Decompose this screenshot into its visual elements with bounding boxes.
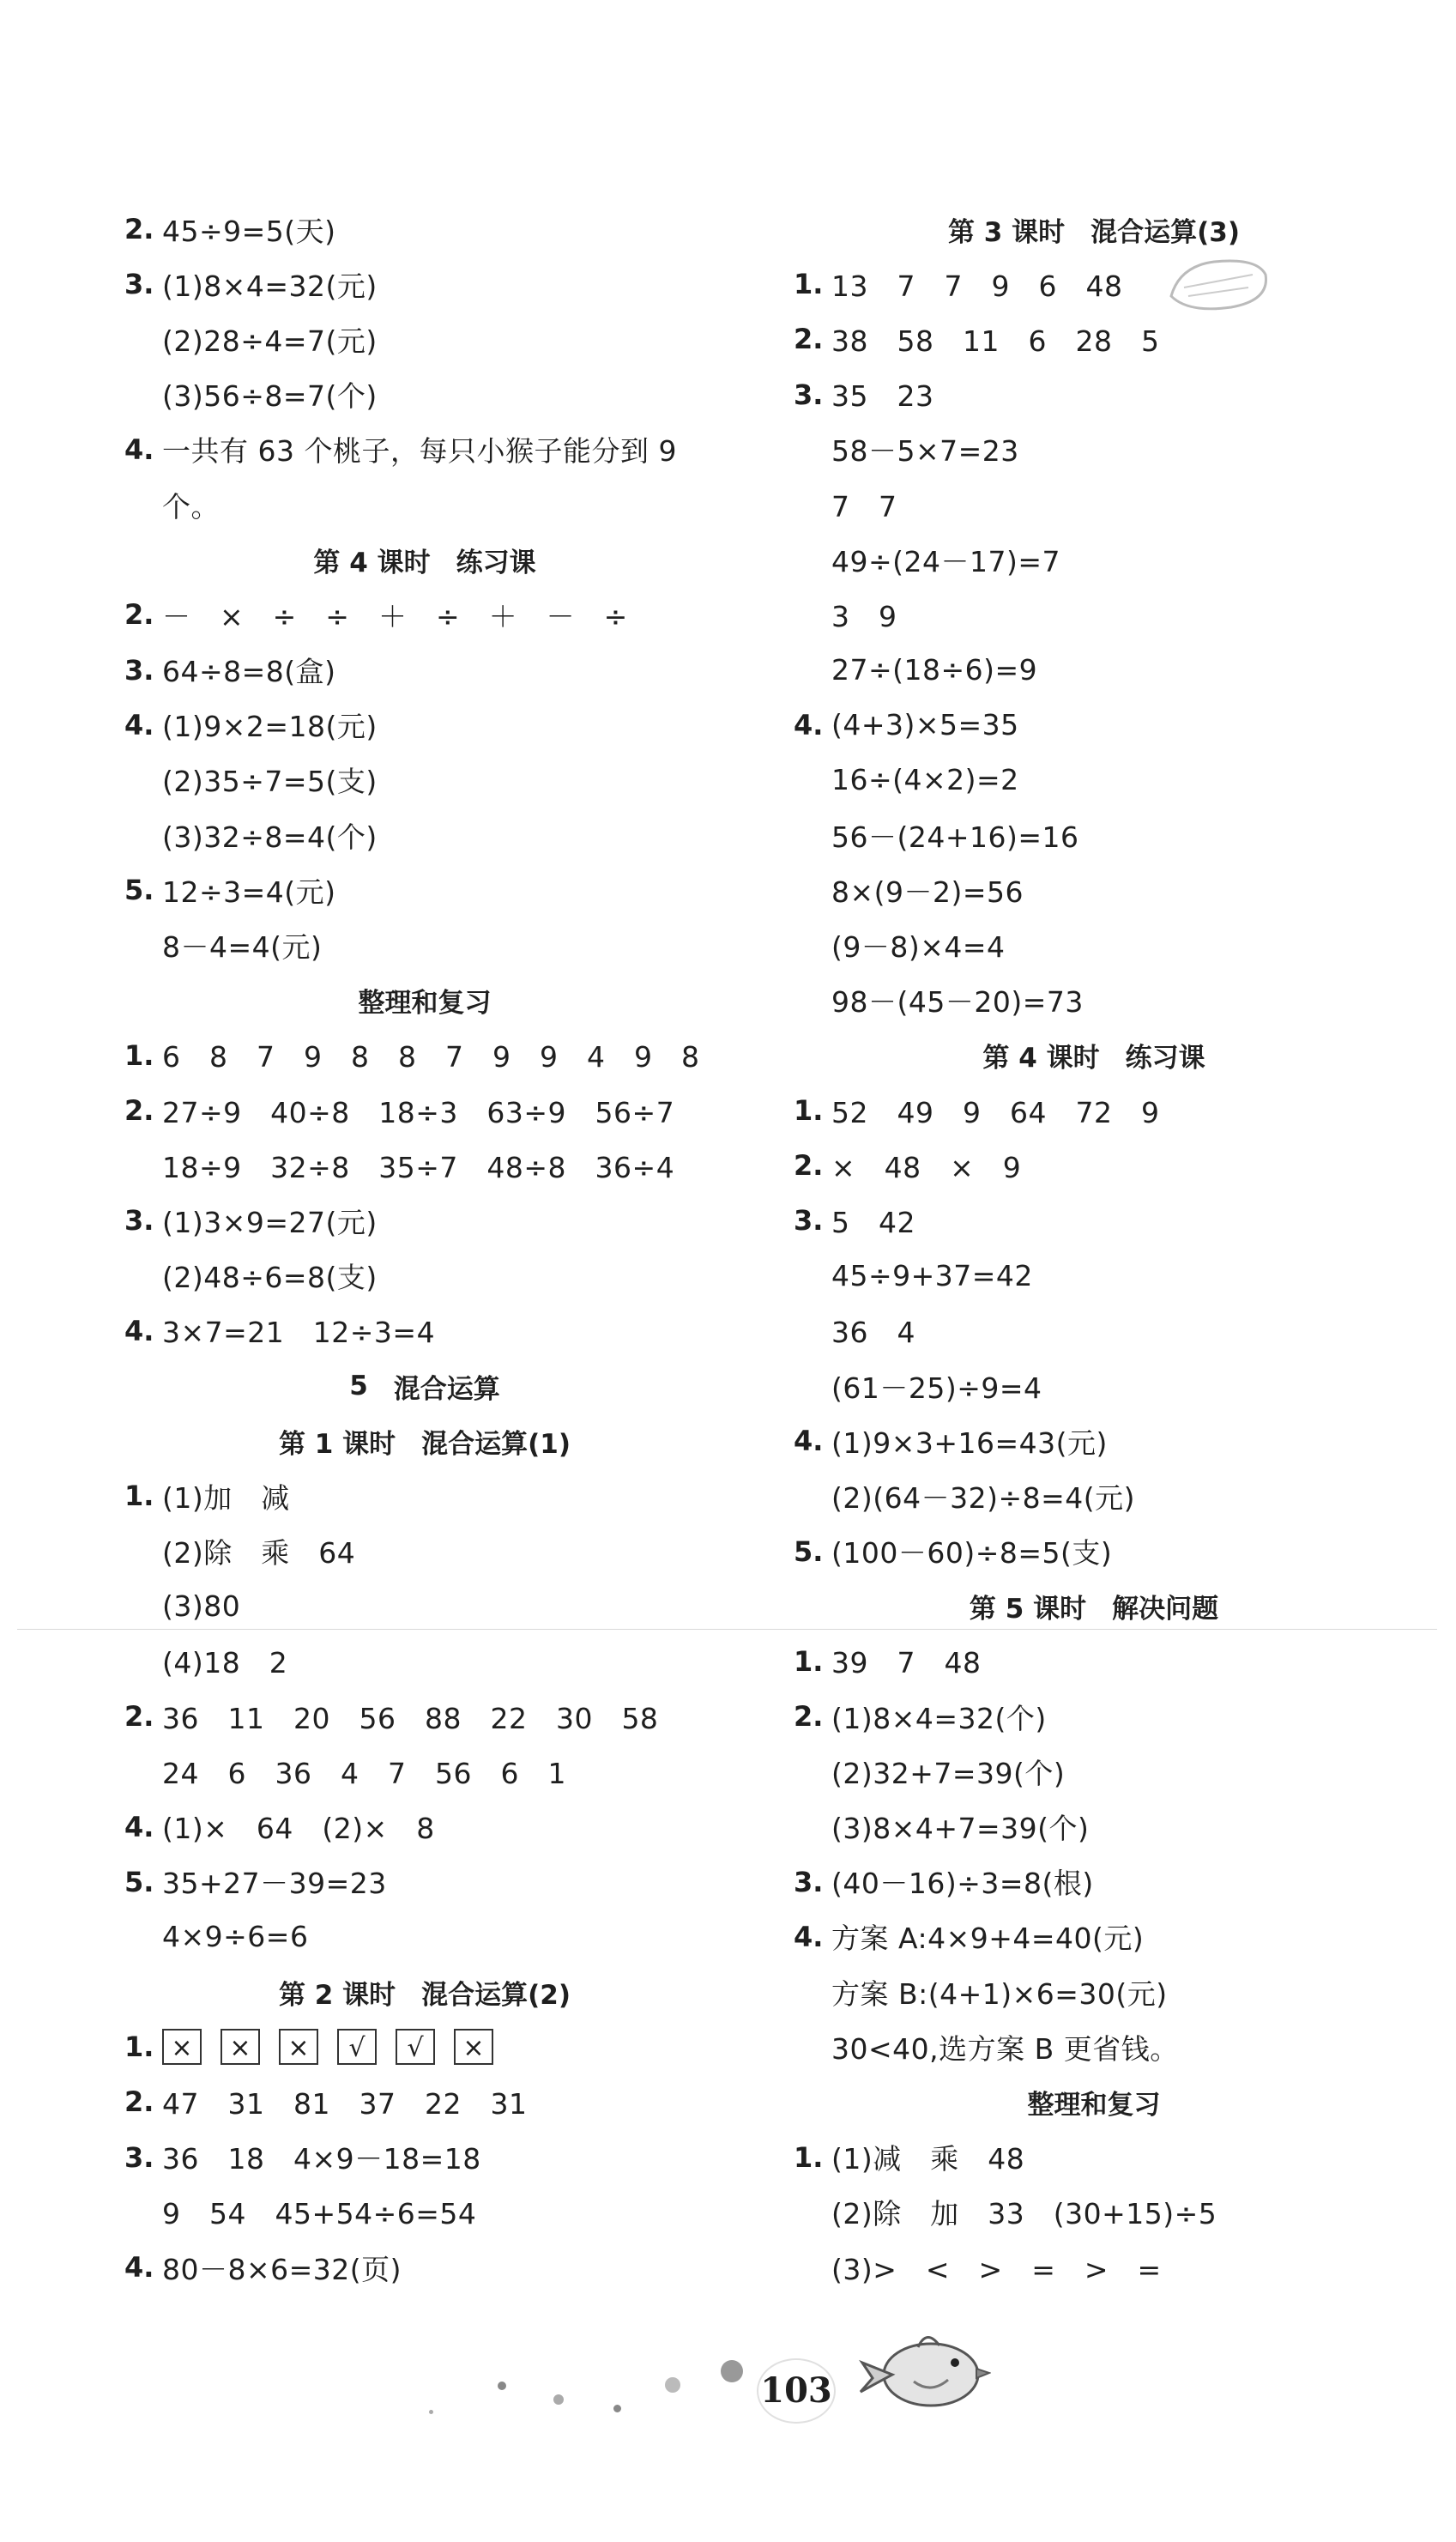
answer-line: 2. 36 11 20 56 88 22 30 58 [124, 1700, 659, 1735]
answer-line: 4. (1)× 64 (2)× 8 [124, 1810, 435, 1846]
answer-line: 8－4=4(元) [162, 930, 323, 965]
chapter-heading: 5 混合运算 [349, 1371, 500, 1405]
answer-line: 个。 [162, 489, 220, 524]
answer-line: 98－(45－20)=73 [831, 985, 1084, 1020]
answer-line: 1. (1)减 乘 48 [794, 2140, 1025, 2176]
answer-line: (9－8)×4=4 [831, 930, 1006, 965]
answer-line: 3. 36 18 4×9－18=18 [124, 2140, 481, 2176]
answer-line: 3. 64÷8=8(盒) [124, 653, 336, 689]
answer-line: 16÷(4×2)=2 [831, 763, 1019, 797]
answer-line: 4. 80－8×6=32(页) [124, 2251, 402, 2286]
answer-line-boxes: 1. × × × √ √ × [124, 2019, 725, 2074]
section-heading: 整理和复习 [358, 988, 492, 1020]
section-heading: 第 4 课时 练习课 [313, 547, 536, 578]
answer-line: 2. 27÷9 40÷8 18÷3 63÷9 56÷7 [124, 1094, 675, 1129]
answer-line: 2. － × ÷ ÷ ＋ ÷ ＋ － ÷ [124, 598, 628, 633]
answer-line: 5. 12÷3=4(元) [124, 874, 336, 909]
answer-line: 2. 45÷9=5(天) [124, 213, 336, 248]
answer-line: 8×(9－2)=56 [831, 875, 1024, 909]
answer-line: 58－5×7=23 [831, 434, 1019, 469]
answer-line: 3. 35 23 [794, 378, 934, 414]
answer-line: (61－25)÷9=4 [831, 1371, 1042, 1405]
answer-box: × [279, 2029, 318, 2065]
answer-line: 3. (1)8×4=32(元) [124, 268, 378, 303]
answer-line: 24 6 36 4 7 56 6 1 [162, 1756, 566, 1790]
answer-line: (2)除 加 33 (30+15)÷5 [831, 2197, 1217, 2231]
answer-line: (4)18 2 [162, 1646, 288, 1680]
answer-line: 18÷9 32÷8 35÷7 48÷8 36÷4 [162, 1150, 675, 1184]
answer-line: (3)32÷8=4(个) [162, 820, 378, 854]
answer-line: 4×9÷6=6 [162, 1920, 309, 1954]
answer-box: × [162, 2029, 202, 2065]
answer-line: (2)48÷6=8(支) [162, 1261, 378, 1295]
answer-box: √ [337, 2029, 377, 2065]
answer-line: 4. (1)9×2=18(元) [124, 708, 378, 744]
answer-line: (2)除 乘 64 [162, 1536, 356, 1571]
answer-line: (2)32+7=39(个) [831, 1756, 1066, 1790]
answer-line: 5. (100－60)÷8=5(支) [794, 1534, 1113, 1571]
answer-line: 4. (4+3)×5=35 [794, 708, 1019, 742]
section-heading: 整理和复习 [1027, 2089, 1161, 2121]
answer-line: 2. × 48 × 9 [794, 1149, 1022, 1184]
answer-line: 2. 47 31 81 37 22 31 [124, 2085, 528, 2121]
answer-line: 方案 B:(4+1)×6=30(元) [831, 1976, 1168, 2011]
answer-line: 1. 6 8 7 9 8 8 7 9 9 4 9 8 [124, 1038, 700, 1074]
answer-box: × [221, 2029, 260, 2065]
right-column [794, 202, 1394, 2295]
answer-line: 4. (1)9×3+16=43(元) [794, 1425, 1108, 1460]
answer-line: (2)28÷4=7(元) [162, 324, 378, 358]
answer-line: 1. 39 7 48 [794, 1644, 982, 1680]
answer-line: 4. 方案 A:4×9+4=40(元) [794, 1920, 1145, 1956]
answer-line: (3)8×4+7=39(个) [831, 1812, 1090, 1846]
answer-line: 3 9 [831, 599, 897, 633]
answer-line: 56－(24+16)=16 [831, 820, 1079, 854]
answer-line: (2)(64－32)÷8=4(元) [831, 1480, 1136, 1515]
answer-box: √ [396, 2029, 435, 2065]
answer-line: 27÷(18÷6)=9 [831, 653, 1038, 687]
answer-line: 1. (1)加 减 [124, 1480, 290, 1515]
answer-line: 5. 35+27－39=23 [124, 1865, 387, 1901]
bird-icon [854, 2321, 991, 2416]
answer-line: 9 54 45+54÷6=54 [162, 2197, 477, 2231]
page-footer [0, 2334, 1456, 2437]
left-column [124, 202, 725, 2295]
answer-line: 3. 5 42 [794, 1204, 915, 1239]
section-heading: 第 4 课时 练习课 [982, 1043, 1205, 1074]
section-heading: 第 1 课时 混合运算(1) [278, 1428, 571, 1460]
answer-line: 1. 13 7 7 9 6 48 [794, 268, 1123, 303]
answer-line: 3. (1)3×9=27(元) [124, 1204, 378, 1239]
answer-line: 4. 3×7=21 12÷3=4 [124, 1314, 436, 1350]
answer-line: 2. (1)8×4=32(个) [794, 1700, 1047, 1735]
stamp-icon [1163, 249, 1274, 318]
page-number: 103 [757, 2358, 836, 2424]
answer-line: 4. 一共有 63 个桃子，每只小猴子能分到 9 [124, 433, 677, 469]
answer-line: 45÷9+37=42 [831, 1259, 1033, 1293]
section-heading: 第 5 课时 解决问题 [969, 1594, 1219, 1625]
answer-line: (2)35÷7=5(支) [162, 765, 378, 799]
answer-box: × [454, 2029, 493, 2065]
answer-line: 36 4 [831, 1316, 915, 1350]
answer-line: 7 7 [831, 489, 897, 524]
answer-line: 30<40,选方案 B 更省钱。 [831, 2031, 1179, 2066]
section-heading: 第 2 课时 混合运算(2) [278, 1979, 571, 2011]
answer-line: 3. (40－16)÷3=8(根) [794, 1865, 1094, 1901]
answer-line: 2. 38 58 11 6 28 5 [794, 323, 1160, 358]
section-heading: 第 3 课时 混合运算(3) [947, 216, 1241, 248]
answer-line: 1. 52 49 9 64 72 9 [794, 1094, 1160, 1129]
answer-line: (3)> < > = > = [831, 2252, 1162, 2286]
answer-line: (3)80 [162, 1589, 241, 1624]
answer-line: 49÷(24－17)=7 [831, 544, 1061, 578]
answer-line: (3)56÷8=7(个) [162, 379, 378, 414]
